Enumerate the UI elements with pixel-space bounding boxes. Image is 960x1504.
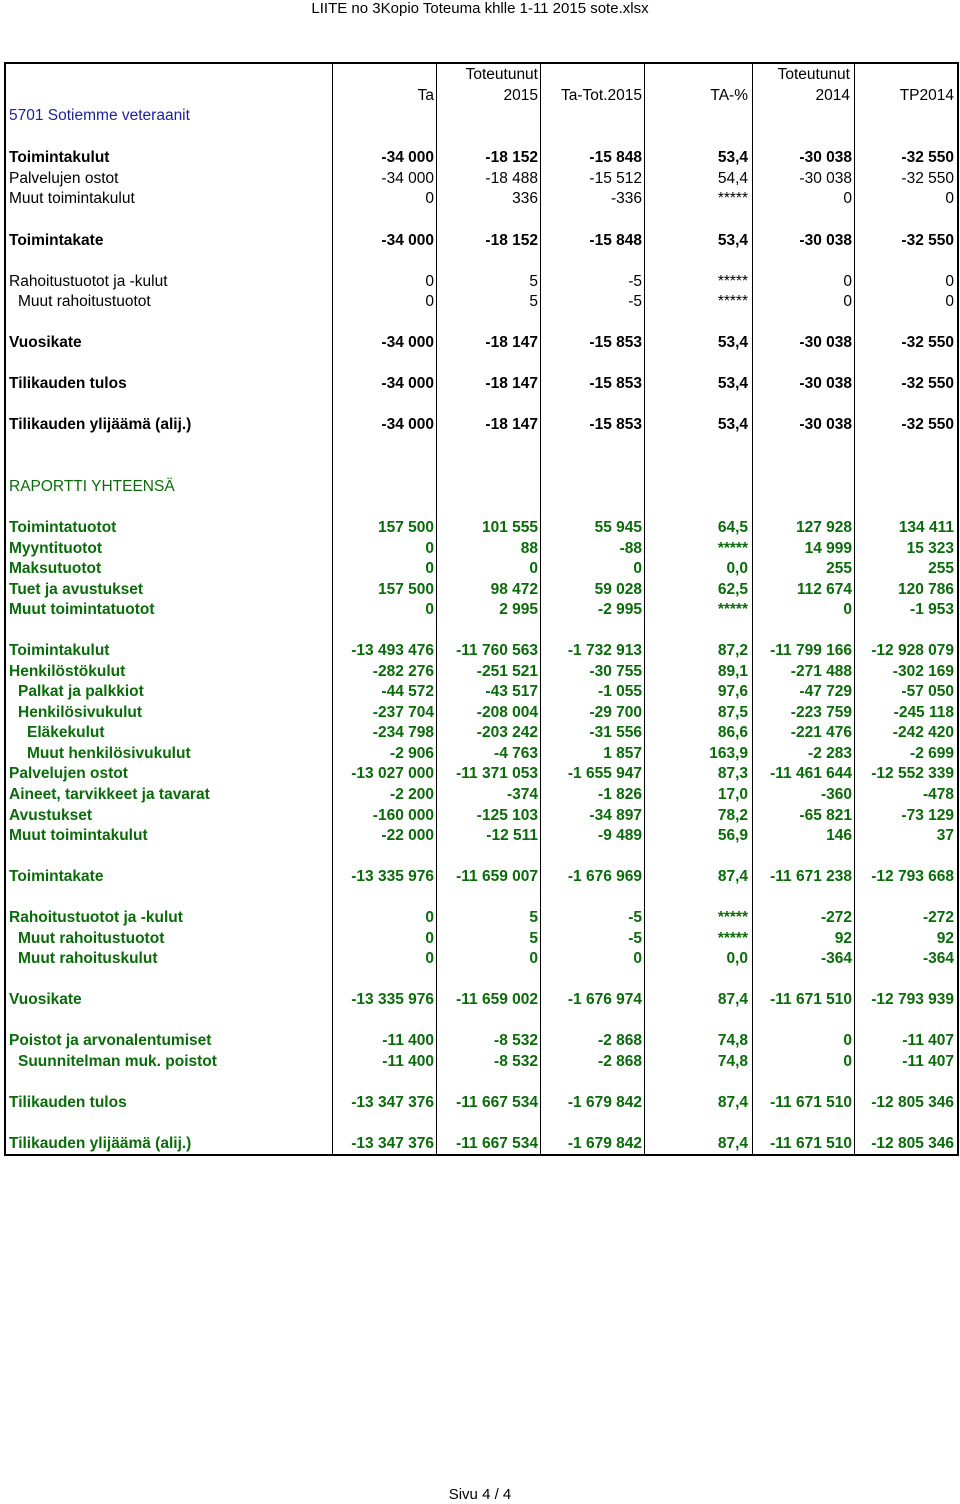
cell-value: 157 500: [377, 581, 434, 598]
cell-value: 87,4: [717, 1135, 748, 1152]
row-label: Vuosikate: [9, 334, 82, 351]
cell-value: -11 400: [382, 1032, 434, 1049]
cell-value: 17,0: [717, 786, 748, 803]
cell-value: -208 004: [476, 704, 538, 721]
header-tot2015-line1: Toteutunut: [465, 66, 538, 83]
cell-value: *****: [717, 273, 748, 290]
cell-value: 255: [928, 560, 954, 577]
cell-value: 87,2: [717, 642, 748, 659]
cell-value: 0: [425, 909, 434, 926]
cell-value: -1 732 913: [567, 642, 642, 659]
cell-value: -237 704: [372, 704, 434, 721]
table-row: [6, 579, 957, 600]
cell-value: 37: [936, 827, 954, 844]
cell-value: 0: [425, 950, 434, 967]
cell-value: 0: [425, 560, 434, 577]
cell-value: 5: [529, 909, 538, 926]
table-row: [6, 332, 957, 353]
cell-value: -5: [628, 930, 642, 947]
row-label: Palkat ja palkkiot: [18, 683, 144, 700]
cell-value: -44 572: [381, 683, 434, 700]
cell-value: -1 055: [598, 683, 642, 700]
cell-value: -11 799 166: [770, 642, 852, 659]
cell-value: 0: [843, 1053, 852, 1070]
table-row: [6, 1092, 957, 1113]
cell-value: -12 511: [486, 827, 538, 844]
row-label: Henkilösivukulut: [18, 704, 143, 721]
cell-value: -12 793 939: [871, 991, 954, 1008]
table-row: [6, 989, 957, 1010]
table-row: [6, 230, 957, 251]
cell-value: -11 400: [382, 1053, 434, 1070]
cell-value: -234 798: [372, 724, 434, 741]
cell-value: -13 027 000: [351, 765, 434, 782]
cell-value: -336: [610, 190, 642, 207]
table-row: [6, 763, 957, 784]
cell-value: -12 805 346: [871, 1135, 954, 1152]
row-label: Toimintakulut: [9, 149, 110, 166]
cell-value: -30 038: [799, 170, 852, 187]
cell-value: 14 999: [804, 540, 852, 557]
cell-value: -18 152: [485, 232, 538, 249]
row-label: Tilikauden ylijäämä (alij.): [9, 416, 192, 433]
cell-value: -88: [619, 540, 642, 557]
cell-value: 1 857: [603, 745, 642, 762]
table-row: [6, 188, 957, 209]
cell-value: -57 050: [901, 683, 954, 700]
cell-value: -245 118: [893, 704, 954, 721]
cell-value: 0: [945, 293, 954, 310]
row-label: Muut rahoitustuotot: [18, 930, 165, 947]
cell-value: -15 853: [589, 375, 642, 392]
cell-value: -1 676 974: [567, 991, 642, 1008]
table-row: [6, 784, 957, 805]
cell-value: -22 000: [381, 827, 434, 844]
cell-value: 53,4: [717, 149, 748, 166]
row-label: Muut rahoituskulut: [18, 950, 158, 967]
table-row: [6, 928, 957, 949]
cell-value: 120 786: [897, 581, 954, 598]
cell-value: -31 556: [589, 724, 642, 741]
cell-value: 112 674: [796, 581, 852, 598]
row-label: Muut henkilösivukulut: [27, 745, 191, 762]
cell-value: -1 679 842: [567, 1135, 642, 1152]
row-label: Muut toimintatuotot: [9, 601, 155, 618]
cell-value: 134 411: [898, 519, 954, 536]
row-label: Muut toimintakulut: [9, 190, 135, 207]
cell-value: 0,0: [726, 950, 748, 967]
cell-value: -34 000: [381, 232, 434, 249]
table-row: [6, 743, 957, 764]
cell-value: 0: [529, 950, 538, 967]
cell-value: -5: [628, 909, 642, 926]
cell-value: 0: [425, 273, 434, 290]
cell-value: 89,1: [717, 663, 748, 680]
cell-value: -1 655 947: [567, 765, 642, 782]
table-row: [6, 168, 957, 189]
cell-value: -32 550: [901, 334, 954, 351]
row-label: Toimintakulut: [9, 642, 110, 659]
cell-value: -4 763: [494, 745, 538, 762]
cell-value: 0: [945, 273, 954, 290]
cell-value: -30 755: [589, 663, 642, 680]
cell-value: -32 550: [901, 375, 954, 392]
row-label: Palvelujen ostot: [9, 765, 128, 782]
row-label: Henkilöstökulut: [9, 663, 126, 680]
cell-value: 54,4: [717, 170, 748, 187]
cell-value: -18 147: [485, 375, 538, 392]
cell-value: -34 000: [381, 375, 434, 392]
cell-value: -11 659 002: [456, 991, 538, 1008]
cell-value: 97,6: [717, 683, 748, 700]
row-label: Tilikauden ylijäämä (alij.): [9, 1135, 192, 1152]
row-label: Muut toimintakulut: [9, 827, 148, 844]
cell-value: 0: [425, 190, 434, 207]
cell-value: -32 550: [901, 149, 954, 166]
cell-value: -272: [922, 909, 954, 926]
cell-value: -18 488: [485, 170, 538, 187]
cell-value: -11 461 644: [770, 765, 852, 782]
cell-value: -15 848: [589, 232, 642, 249]
cell-value: -34 897: [589, 807, 642, 824]
table-row: [6, 147, 957, 168]
section-title: [6, 105, 957, 126]
cell-value: 88: [520, 540, 538, 557]
table-row: [6, 825, 957, 846]
cell-value: -203 242: [476, 724, 538, 741]
row-label: Tuet ja avustukset: [9, 581, 144, 598]
cell-value: -271 488: [790, 663, 852, 680]
cell-value: -1 826: [598, 786, 642, 803]
cell-value: -1 676 969: [567, 868, 642, 885]
row-label: Poistot ja arvonalentumiset: [9, 1032, 212, 1049]
cell-value: -73 129: [901, 807, 954, 824]
cell-value: 0: [425, 930, 434, 947]
cell-value: -11 671 238: [770, 868, 852, 885]
cell-value: -8 532: [494, 1032, 538, 1049]
cell-value: 0,0: [726, 560, 748, 577]
row-label: Palvelujen ostot: [9, 170, 119, 187]
cell-value: 0: [843, 293, 852, 310]
cell-value: *****: [717, 540, 748, 557]
cell-value: 0: [945, 190, 954, 207]
row-label: Toimintakate: [9, 232, 104, 249]
cell-value: -2 868: [598, 1032, 642, 1049]
page-number: Sivu 4 / 4: [448, 1486, 512, 1503]
cell-value: 87,5: [717, 704, 748, 721]
table-row: [6, 907, 957, 928]
cell-value: -364: [820, 950, 852, 967]
cell-value: -11 659 007: [456, 868, 538, 885]
header-tp2014: TP2014: [899, 87, 954, 104]
cell-value: -32 550: [901, 416, 954, 433]
cell-value: -2 283: [808, 745, 852, 762]
header-tot2015-line2: 2015: [503, 87, 538, 104]
header-tot2014-line1: Toteutunut: [777, 66, 850, 83]
cell-value: -15 512: [589, 170, 642, 187]
cell-value: -13 493 476: [351, 642, 434, 659]
cell-value: 62,5: [717, 581, 748, 598]
cell-value: 0: [843, 1032, 852, 1049]
cell-value: 5: [529, 293, 538, 310]
cell-value: -2 699: [910, 745, 954, 762]
cell-value: *****: [717, 909, 748, 926]
cell-value: 0: [425, 293, 434, 310]
cell-value: -12 793 668: [871, 868, 954, 885]
cell-value: 53,4: [717, 232, 748, 249]
cell-value: 0: [843, 190, 852, 207]
cell-value: -34 000: [381, 334, 434, 351]
cell-value: -65 821: [799, 807, 852, 824]
row-label: Tilikauden tulos: [9, 375, 127, 392]
report-title-text: RAPORTTI YHTEENSÄ: [9, 478, 175, 495]
cell-value: -30 038: [799, 375, 852, 392]
cell-value: -18 147: [485, 416, 538, 433]
cell-value: -29 700: [589, 704, 642, 721]
table-row: [6, 517, 957, 538]
table-row: [6, 1051, 957, 1072]
cell-value: -282 276: [372, 663, 434, 680]
cell-value: -15 848: [589, 149, 642, 166]
report-table: [4, 62, 959, 1156]
cell-value: -2 906: [390, 745, 434, 762]
row-label: Rahoitustuotot ja -kulut: [9, 909, 183, 926]
table-row: [6, 866, 957, 887]
cell-value: -5: [628, 293, 642, 310]
cell-value: -13 335 976: [351, 991, 434, 1008]
cell-value: -11 667 534: [456, 1094, 538, 1111]
cell-value: -13 347 376: [351, 1094, 434, 1111]
cell-value: -15 853: [589, 416, 642, 433]
cell-value: 5: [529, 273, 538, 290]
row-label: Rahoitustuotot ja -kulut: [9, 273, 168, 290]
cell-value: 0: [425, 540, 434, 557]
cell-value: -30 038: [799, 232, 852, 249]
cell-value: -2 868: [598, 1053, 642, 1070]
header-ta-pct: TA-%: [710, 87, 748, 104]
cell-value: -11 671 510: [770, 991, 852, 1008]
cell-value: -223 759: [790, 704, 852, 721]
table-row: [6, 414, 957, 435]
cell-value: -12 928 079: [871, 642, 954, 659]
cell-value: 0: [425, 601, 434, 618]
cell-value: 0: [529, 560, 538, 577]
row-label: Avustukset: [9, 807, 92, 824]
cell-value: -13 347 376: [351, 1135, 434, 1152]
cell-value: 78,2: [717, 807, 748, 824]
cell-value: 56,9: [717, 827, 748, 844]
table-row: [6, 538, 957, 559]
cell-value: -9 489: [598, 827, 642, 844]
cell-value: -34 000: [381, 416, 434, 433]
cell-value: 64,5: [717, 519, 748, 536]
header-tot2014-line2: 2014: [815, 87, 850, 104]
cell-value: -374: [506, 786, 538, 803]
table-row: [6, 681, 957, 702]
cell-value: *****: [717, 601, 748, 618]
row-label: Muut rahoitustuotot: [18, 293, 151, 310]
table-row: [6, 640, 957, 661]
row-label: Suunnitelman muk. poistot: [18, 1053, 217, 1070]
cell-value: -11 667 534: [456, 1135, 538, 1152]
cell-value: 53,4: [717, 334, 748, 351]
header-ta: Ta: [417, 87, 434, 104]
cell-value: -8 532: [494, 1053, 538, 1070]
row-label: Eläkekulut: [27, 724, 105, 741]
cell-value: 0: [843, 273, 852, 290]
cell-value: 127 928: [795, 519, 852, 536]
cell-value: 53,4: [717, 375, 748, 392]
cell-value: -11 371 053: [456, 765, 538, 782]
cell-value: 87,3: [717, 765, 748, 782]
cell-value: *****: [717, 293, 748, 310]
cell-value: -478: [922, 786, 954, 803]
table-row: [6, 805, 957, 826]
table-row: [6, 599, 957, 620]
cell-value: 92: [936, 930, 954, 947]
cell-value: -15 853: [589, 334, 642, 351]
cell-value: -2 995: [598, 601, 642, 618]
cell-value: 101 555: [481, 519, 538, 536]
table-row: [6, 661, 957, 682]
cell-value: 163,9: [709, 745, 748, 762]
cell-value: 2 995: [499, 601, 538, 618]
cell-value: -30 038: [799, 334, 852, 351]
cell-value: 86,6: [717, 724, 748, 741]
cell-value: -272: [820, 909, 852, 926]
table-row: [6, 291, 957, 312]
cell-value: -160 000: [372, 807, 434, 824]
cell-value: -18 147: [485, 334, 538, 351]
cell-value: -11 760 563: [456, 642, 538, 659]
cell-value: -12 552 339: [871, 765, 954, 782]
cell-value: -302 169: [892, 663, 954, 680]
cell-value: -30 038: [799, 416, 852, 433]
row-label: Myyntituotot: [9, 540, 102, 557]
report-title: [6, 476, 957, 497]
cell-value: -12 805 346: [871, 1094, 954, 1111]
cell-value: *****: [717, 930, 748, 947]
table-row: [6, 558, 957, 579]
cell-value: 5: [529, 930, 538, 947]
cell-value: -242 420: [892, 724, 954, 741]
cell-value: 55 945: [594, 519, 642, 536]
cell-value: -364: [922, 950, 954, 967]
row-label: Vuosikate: [9, 991, 82, 1008]
row-label: Toimintatuotot: [9, 519, 117, 536]
row-label: Toimintakate: [9, 868, 104, 885]
cell-value: 0: [633, 950, 642, 967]
cell-value: -11 407: [902, 1053, 954, 1070]
table-row: [6, 373, 957, 394]
cell-value: 98 472: [490, 581, 538, 598]
header-ta-tot: Ta-Tot.2015: [561, 87, 642, 104]
cell-value: 53,4: [717, 416, 748, 433]
cell-value: 157 500: [377, 519, 434, 536]
table-row: [6, 1030, 957, 1051]
cell-value: 15 323: [906, 540, 954, 557]
cell-value: -18 152: [485, 149, 538, 166]
cell-value: 87,4: [717, 868, 748, 885]
cell-value: -34 000: [381, 149, 434, 166]
cell-value: -11 671 510: [770, 1094, 852, 1111]
table-row: [6, 271, 957, 292]
cell-value: 336: [512, 190, 538, 207]
cell-value: -221 476: [790, 724, 852, 741]
cell-value: -1 679 842: [567, 1094, 642, 1111]
cell-value: 74,8: [717, 1032, 748, 1049]
cell-value: -125 103: [476, 807, 538, 824]
table-row: [6, 948, 957, 969]
row-label: Maksutuotot: [9, 560, 102, 577]
cell-value: -43 517: [485, 683, 538, 700]
cell-value: 0: [843, 601, 852, 618]
cell-value: -32 550: [901, 170, 954, 187]
table-row: [6, 702, 957, 723]
cell-value: -11 407: [902, 1032, 954, 1049]
cell-value: 255: [826, 560, 852, 577]
cell-value: 74,8: [717, 1053, 748, 1070]
table-row: [6, 722, 957, 743]
row-label: Tilikauden tulos: [9, 1094, 127, 1111]
cell-value: *****: [717, 190, 748, 207]
cell-value: -30 038: [799, 149, 852, 166]
cell-value: 87,4: [717, 991, 748, 1008]
cell-value: -11 671 510: [770, 1135, 852, 1152]
cell-value: -13 335 976: [351, 868, 434, 885]
table-row: [6, 1133, 957, 1154]
document-title: LIITE no 3Kopio Toteuma khlle 1-11 2015 sote.xlsx: [311, 0, 649, 17]
cell-value: -5: [628, 273, 642, 290]
cell-value: -32 550: [901, 232, 954, 249]
cell-value: -47 729: [799, 683, 852, 700]
cell-value: -1 953: [910, 601, 954, 618]
cell-value: -2 200: [390, 786, 434, 803]
cell-value: 59 028: [594, 581, 642, 598]
row-label: Aineet, tarvikkeet ja tavarat: [9, 786, 210, 803]
section-title-text: 5701 Sotiemme veteraanit: [9, 107, 190, 124]
cell-value: 92: [834, 930, 852, 947]
cell-value: 87,4: [717, 1094, 748, 1111]
cell-value: -34 000: [381, 170, 434, 187]
cell-value: 146: [826, 827, 852, 844]
cell-value: 0: [633, 560, 642, 577]
cell-value: -360: [820, 786, 852, 803]
cell-value: -251 521: [476, 663, 538, 680]
